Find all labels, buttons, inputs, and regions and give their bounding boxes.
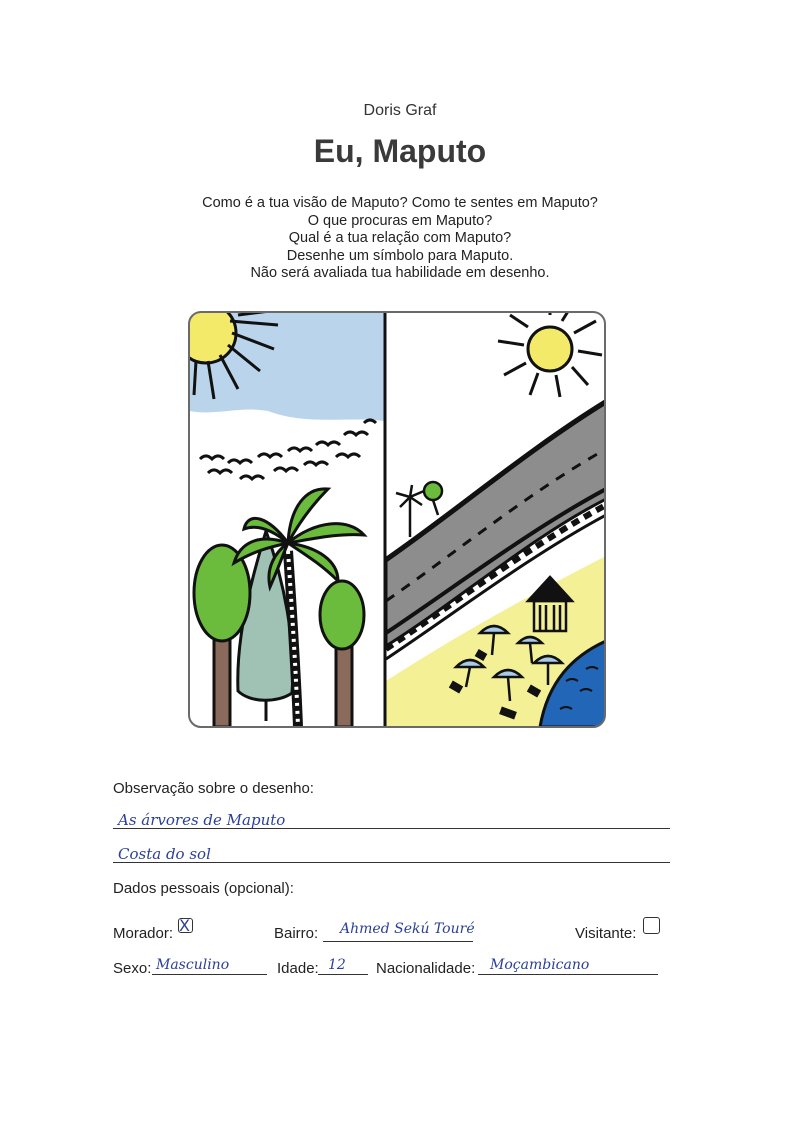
sexo-value: Masculino: [156, 957, 230, 973]
idade-field-line[interactable]: [318, 974, 368, 975]
page-title: Eu, Maputo: [313, 133, 487, 169]
observation-text-1: As árvores de Maputo: [118, 811, 286, 829]
visitante-label: Visitante:: [575, 925, 637, 942]
round-tree-icon: [320, 581, 364, 649]
morador-checkbox[interactable]: [178, 918, 193, 933]
bairro-label: Bairro:: [274, 925, 319, 942]
visitante-checkbox[interactable]: [643, 917, 660, 934]
nacionalidade-value: Moçambicano: [490, 957, 590, 973]
small-palm-icon: [396, 485, 424, 537]
bairro-field-line[interactable]: [323, 941, 473, 942]
personal-data-label: Dados pessoais (opcional):: [113, 880, 294, 897]
child-drawing: [188, 311, 606, 728]
prompt-line: O que procuras em Maputo?: [307, 212, 493, 229]
author-name: Doris Graf: [363, 102, 437, 119]
nacionalidade-label: Nacionalidade:: [376, 960, 476, 977]
prompt-line: Desenhe um símbolo para Maputo.: [286, 247, 514, 264]
idade-value: 12: [328, 957, 346, 973]
observation-label: Observação sobre o desenho:: [113, 780, 314, 797]
sexo-field-line[interactable]: [152, 974, 267, 975]
prompt-questions: [0, 195, 800, 283]
small-tree-icon: [424, 482, 442, 500]
nacionalidade-field-line[interactable]: [478, 974, 658, 975]
idade-label: Idade:: [277, 960, 319, 977]
checkbox-mark: X: [179, 916, 190, 935]
drawing-frame: [188, 311, 606, 728]
morador-label: Morador:: [113, 925, 174, 942]
prompt-line: Não será avaliada tua habilidade em desenho.: [250, 265, 550, 281]
sun-icon: [528, 327, 572, 371]
prompt-line: Qual é a tua relação com Maputo?: [288, 230, 512, 246]
bairro-value: Ahmed Sekú Touré: [340, 921, 475, 937]
prompt-line: Como é a tua visão de Maputo? Como te sentes em Maputo?: [202, 195, 598, 211]
observation-text-2: Costa do sol: [118, 845, 211, 863]
birds-icon: [200, 420, 376, 479]
sexo-label: Sexo:: [113, 960, 152, 977]
